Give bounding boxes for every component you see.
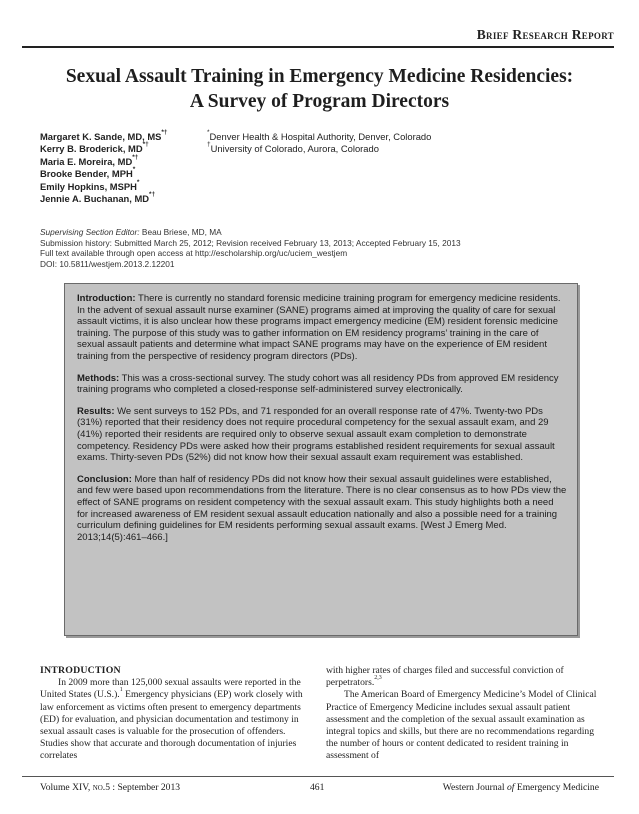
page-number: 461 bbox=[310, 782, 325, 793]
footer-rule bbox=[22, 776, 614, 777]
affiliation: *Denver Health & Hospital Authority, Denver, Colorado bbox=[207, 129, 432, 142]
full-text-link[interactable]: Full text available through open access at http://escholarship.org/uc/uciem_westjem bbox=[40, 248, 348, 259]
body-paragraph: with higher rates of charges filed and successful conviction of perpetrators.$^{2,3}$ bbox=[326, 665, 564, 689]
body-column-right bbox=[326, 665, 601, 763]
submission-history: Submission history: Submitted March 25, 2012; Revision received February 13, 2013; Accepted February 15, 2013 bbox=[40, 237, 461, 248]
introduction-heading: INTRODUCTION bbox=[40, 665, 121, 676]
abstract-box bbox=[64, 283, 578, 636]
footer-volume: Volume XIV, no.5 : September 2013 bbox=[40, 782, 181, 793]
author: Jennie A. Buchanan, MD*† bbox=[40, 191, 156, 205]
abstract-methods: Methods: This was a cross-sectional survey. The study cohort was all residency PDs from approved EM residency training programs who completed a closed-response self-administered survey electronically. bbox=[77, 372, 559, 396]
footer-journal: Western Journal of Emergency Medicine bbox=[442, 782, 599, 793]
header-rule bbox=[22, 46, 614, 48]
section-label: Brief Research Report bbox=[476, 27, 614, 42]
body-paragraph: In 2009 more than 125,000 sexual assaults were reported in the United States (U.S.).$^1$ Emergency physicians (EP) work closely with law enforcement as victims often present to emergency departments (ED) for evaluation, and physician documentation and testimony in sexual assault cases is valuable for the prosecution of offenders. Studies show that accurate and thorough documentation of injuries correlates bbox=[40, 677, 303, 762]
article-metadata bbox=[40, 227, 461, 269]
title-line-1: Sexual Assault Training in Emergency Medicine Residencies: bbox=[65, 66, 574, 87]
body-column-left bbox=[40, 665, 313, 763]
author-list bbox=[40, 131, 168, 205]
affiliation: †University of Colorado, Aurora, Colorado bbox=[207, 141, 379, 155]
doi: DOI: 10.5811/westjem.2013.2.12201 bbox=[40, 258, 175, 269]
section-header bbox=[477, 27, 614, 43]
author: Margaret K. Sande, MD, MS*† bbox=[40, 129, 168, 142]
affiliation-list bbox=[207, 131, 431, 156]
body-paragraph: The American Board of Emergency Medicine’s Model of Clinical Practice of Emergency Medicine includes sexual assault patient assessment and the completion of the sexual assault examination as integral topics and skills, but there are no recommendations regarding the number of hours or content dedicated to resident training in assessment of bbox=[326, 689, 597, 762]
title-line-2: A Survey of Program Directors bbox=[189, 91, 450, 112]
abstract-introduction: Introduction: There is currently no standard forensic medicine training program for emergency medicine residents. In the advent of sexual assault nurse examiner (SANE) programs aimed at improving the quality of care for sexual assault victims, it is also unclear how these programs impact emergency medicine (EM) resident forensic medicine training. The purpose of this study was to gather information on EM residency programs’ training in the care of sexual assault patients and determine what impact SANE programs may have on the experience of EM resident training from the perspective of residency program directors (PDs). bbox=[77, 293, 561, 362]
author: Brooke Bender, MPH* bbox=[40, 166, 136, 180]
abstract-results: Results: We sent surveys to 152 PDs, and 71 responded for an overall response rate of 47%. Twenty-two PDs (31%) reported that their residency does not require procedural competency for the sexual assault exam, and 29 (41%) reported their residents are required only to observe sexual assault exam completion to demonstrate competency. Residency PDs were asked how their programs established resident requirements for sexual assault exams. Thirty-seven PDs (52%) did not know how their sexual assault exam requirement was established. bbox=[77, 405, 555, 464]
section-editor: Supervising Section Editor: Beau Briese, MD, MA bbox=[40, 227, 222, 237]
author: Emily Hopkins, MSPH* bbox=[40, 178, 140, 192]
article-title bbox=[20, 64, 619, 114]
abstract-conclusion: Conclusion: More than half of residency PDs did not know how their sexual assault guidelines were established, and few were based upon recommendations from the literature. There is no clear consensus as to how PDs view the effect of SANE programs on resident competency with the sexual assault exam. This study highlights both a need for increased awareness of EM resident sexual assault education nationally and also a possible need for a training curriculum defining guidelines for EM residents performing sexual assault exams. [West J Emerg Med. 2013;14(5):461–466.] bbox=[77, 473, 567, 543]
author: Maria E. Moreira, MD*† bbox=[40, 153, 139, 167]
author: Kerry B. Broderick, MD*† bbox=[40, 141, 149, 155]
